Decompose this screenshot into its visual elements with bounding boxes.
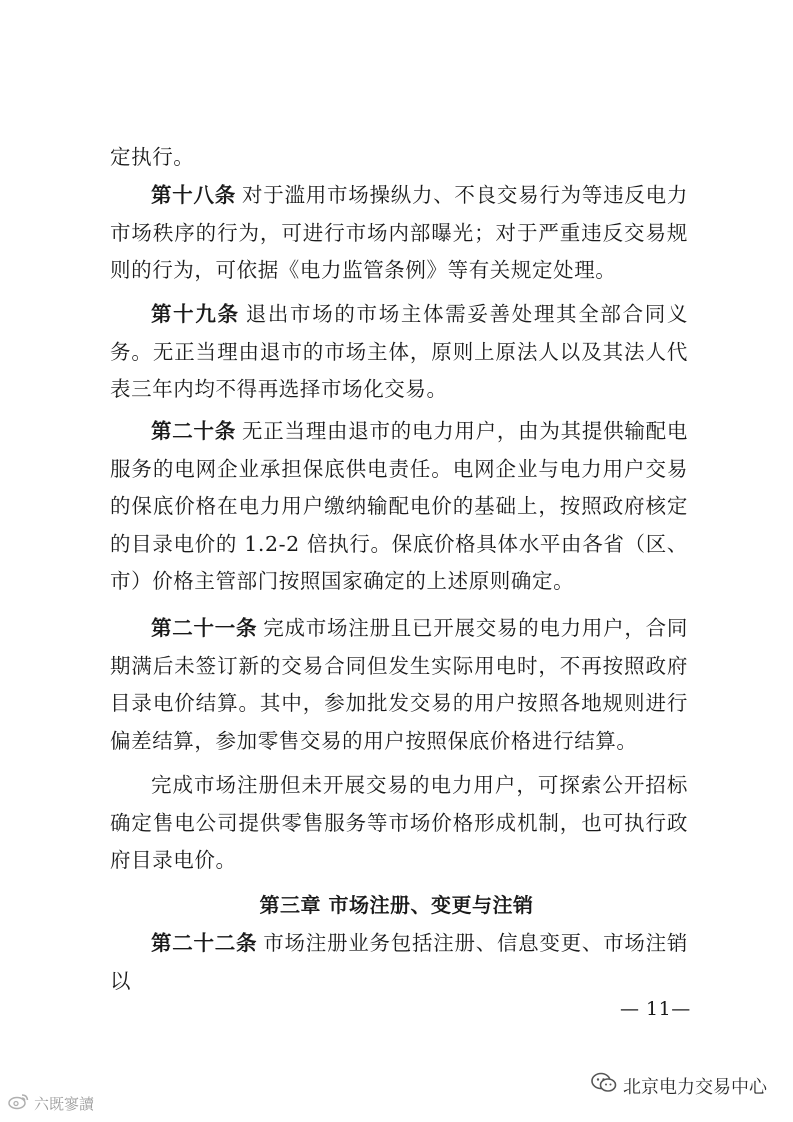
article-text: 市场注册业务包括注册、信息变更、市场注销以 [110,931,689,993]
paragraph-unopened-users [110,767,688,880]
article-number: 第二十条 [151,419,236,443]
article-text: 无正当理由退市的电力用户，由为其提供输配电服务的电网企业承担保底供电责任。电网企业与电力用户交易的保底价格在电力用户缴纳输配电价的基础上，按照政府核定的目录电价的 1.2-2 倍执行。保底价格具体水平由各省（区、市）价格主管部门按照国家确定的上述原则确定。 [110,419,688,593]
article-text: 退出市场的市场主体需妥善处理其全部合同义务。无正当理由退市的市场主体，原则上原法人以及其法人代表三年内均不得再选择市场化交易。 [110,302,689,401]
article-20 [110,413,688,601]
page-number: — 11— [620,998,691,1020]
article-number: 第二十一条 [151,616,258,640]
paragraph-continuation [110,139,688,177]
wechat-icon [591,1072,617,1099]
article-number: 第十九条 [151,302,240,326]
article-number: 第十八条 [151,183,236,207]
article-19 [110,296,688,409]
weibo-icon [8,1092,30,1114]
paragraph-text: 完成市场注册但未开展交易的电力用户，可探索公开招标确定售电公司提供零售服务等市场价格形成机制，也可执行政府目录电价。 [110,773,688,872]
article-text: 对于滥用市场操纵力、不良交易行为等违反电力市场秩序的行为，可进行市场内部曝光；对于严重违反交易规则的行为，可依据《电力监管条例》等有关规定处理。 [110,183,688,282]
article-21 [110,610,688,760]
article-18 [110,177,688,290]
watermark-source-text: 北京电力交易中心 [623,1076,767,1098]
watermark-source [591,1072,767,1099]
article-number: 第二十二条 [151,931,258,955]
article-text: 完成市场注册且已开展交易的电力用户，合同期满后未签订新的交易合同但发生实际用电时，不再按照政府目录电价结算。其中，参加批发交易的用户按照各地规则进行偏差结算，参加零售交易的用户按照保底价格进行结算。 [110,616,689,753]
watermark-weibo-text: 六既寥讀 [34,1094,95,1113]
watermark-weibo [8,1092,94,1114]
article-22 [110,925,688,1000]
paragraph-text: 定执行。 [110,145,195,169]
chapter-title: 第三章 市场注册、变更与注销 [259,893,534,917]
